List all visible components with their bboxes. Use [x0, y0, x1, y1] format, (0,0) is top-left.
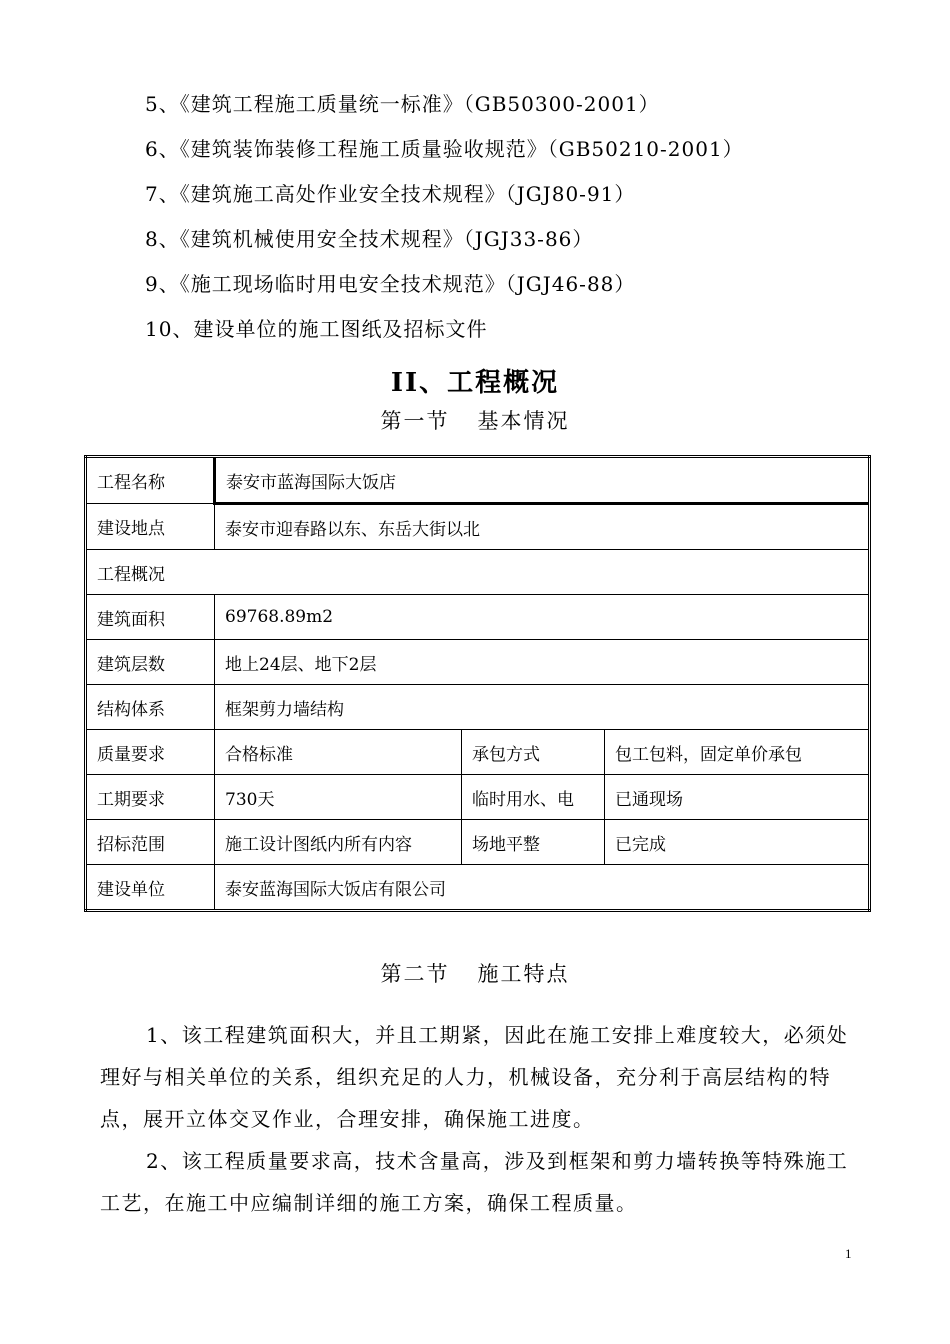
- table-value: 已完成: [605, 820, 870, 865]
- feature-paragraph: [100, 1014, 860, 1140]
- reference-item: 7、《建筑施工高处作业安全技术规程》（JGJ80-91）: [145, 182, 636, 206]
- table-value: 合格标准: [215, 730, 462, 775]
- reference-item: 5、《建筑工程施工质量统一标准》（GB50300-2001）: [145, 92, 660, 116]
- section-number: 第二节: [380, 962, 450, 986]
- reference-item: 6、《建筑装饰装修工程施工质量验收规范》（GB50210-2001）: [145, 137, 744, 161]
- feature-paragraph: [100, 1140, 860, 1224]
- table-label: 承包方式: [462, 730, 605, 775]
- reference-item: 8、《建筑机械使用安全技术规程》（JGJ33-86）: [145, 227, 594, 251]
- table-label: 工程概况: [86, 550, 870, 595]
- reference-item: 10、建设单位的施工图纸及招标文件: [145, 317, 488, 341]
- reference-item: 9、《施工现场临时用电安全技术规范》（JGJ46-88）: [145, 272, 636, 296]
- section-heading-basic: [0, 405, 950, 435]
- table-value: 包工包料，固定单价承包: [605, 730, 870, 775]
- table-label: 招标范围: [86, 820, 215, 865]
- section-heading-features: [0, 958, 950, 988]
- paragraph-text: 1、该工程建筑面积大，并且工期紧，因此在施工安排上难度较大，必须处理好与相关单位的关系，组织充足的人力，机械设备，充分利于高层结构的特点，展开立体交叉作业，合理安排，确保施工进度。: [100, 1023, 849, 1131]
- section-title: 施工特点: [477, 962, 570, 986]
- table-value: 泰安市蓝海国际大饭店: [215, 457, 870, 504]
- table-row: [86, 865, 870, 911]
- table-label: 建设地点: [86, 504, 215, 550]
- table-row: [86, 730, 870, 775]
- table-row: [86, 775, 870, 820]
- table-value: 已通现场: [605, 775, 870, 820]
- table-value: 地上24层、地下2层: [215, 640, 870, 685]
- table-row: [86, 550, 870, 595]
- table-value: 施工设计图纸内所有内容: [215, 820, 462, 865]
- table-label: 结构体系: [86, 685, 215, 730]
- table-label: 工程名称: [86, 457, 215, 504]
- table-row: [86, 595, 870, 640]
- table-label: 临时用水、电: [462, 775, 605, 820]
- page-number: 1: [845, 1246, 852, 1261]
- table-row: [86, 504, 870, 550]
- table-value: 730天: [215, 775, 462, 820]
- section-number: 第一节: [380, 409, 450, 433]
- table-row: [86, 685, 870, 730]
- table-value: 框架剪力墙结构: [215, 685, 870, 730]
- table-label: 工期要求: [86, 775, 215, 820]
- paragraph-text: 2、该工程质量要求高，技术含量高，涉及到框架和剪力墙转换等特殊施工工艺，在施工中应编制详细的施工方案，确保工程质量。: [100, 1149, 849, 1215]
- table-value: 69768.89m2: [215, 595, 870, 640]
- table-label: 场地平整: [462, 820, 605, 865]
- project-info-table: [84, 455, 871, 912]
- table-row: [86, 640, 870, 685]
- table-label: 建筑面积: [86, 595, 215, 640]
- table-label: 质量要求: [86, 730, 215, 775]
- table-row: [86, 820, 870, 865]
- section-title: 基本情况: [477, 409, 570, 433]
- table-value: 泰安蓝海国际大饭店有限公司: [215, 865, 870, 911]
- table-row: [86, 457, 870, 504]
- table-label: 建筑层数: [86, 640, 215, 685]
- chapter-title: II、工程概况: [390, 368, 560, 398]
- table-label: 建设单位: [86, 865, 215, 911]
- table-value: 泰安市迎春路以东、东岳大街以北: [215, 504, 870, 550]
